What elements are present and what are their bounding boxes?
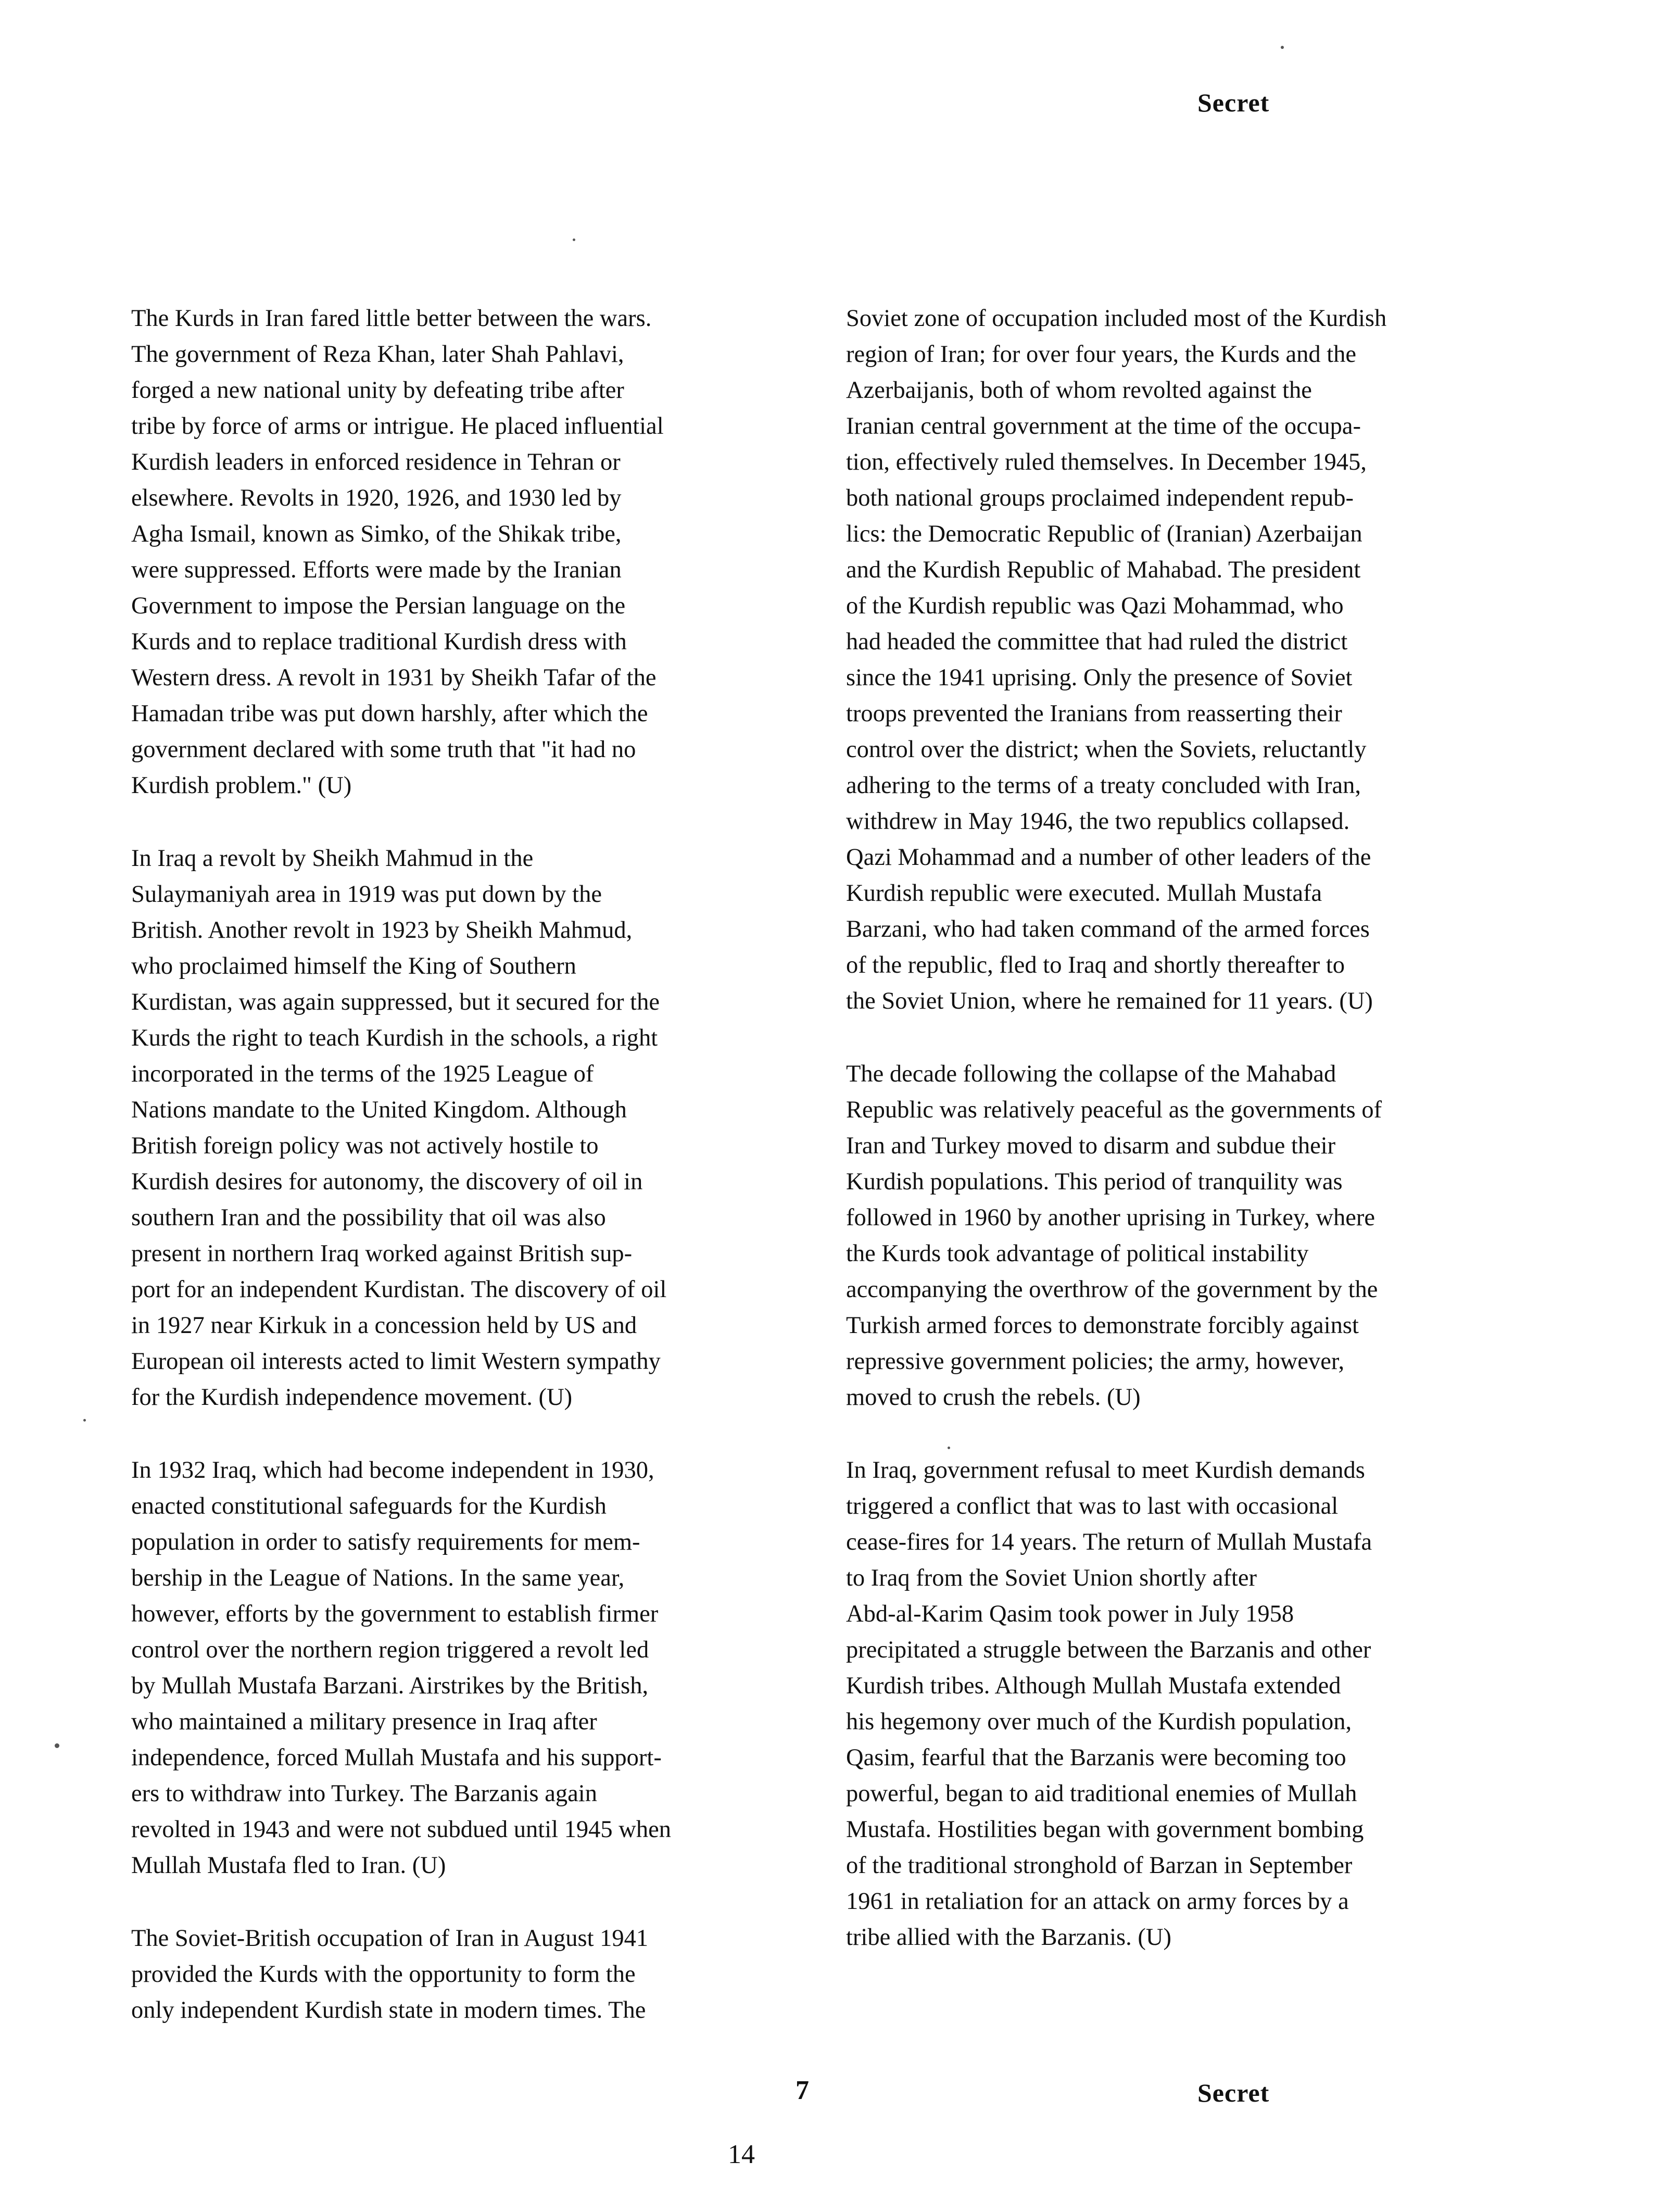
text-line: however, efforts by the government to establish firmer [131,1601,659,1627]
text-line: his hegemony over much of the Kurdish population, [846,1708,1352,1735]
text-line: Azerbaijanis, both of whom revolted against the [846,377,1312,404]
text-line: population in order to satisfy requirements for mem- [131,1529,640,1555]
text-line: Qasim, fearful that the Barzanis were becoming too [846,1744,1346,1771]
left-column-paragraph [131,840,831,1415]
text-line: tribe by force of arms or intrigue. He placed influential [131,413,664,439]
text-line: of the traditional stronghold of Barzan in September [846,1852,1353,1879]
text-line: precipitated a struggle between the Barzanis and other [846,1637,1371,1663]
text-line: Mustafa. Hostilities began with government bombing [846,1816,1364,1843]
text-line: In Iraq, government refusal to meet Kurdish demands [846,1457,1365,1484]
text-line: moved to crush the rebels. (U) [846,1384,1141,1411]
text-line: government declared with some truth that "it had no [131,736,636,763]
folio-number: 14 [728,2140,755,2169]
text-line: Sulaymaniyah area in 1919 was put down by the [131,881,602,908]
left-column-paragraph [131,1452,831,1883]
left-column-paragraph [131,300,831,803]
text-line: Kurdish desires for autonomy, the discovery of oil in [131,1168,643,1195]
right-column-paragraph [846,1452,1546,1955]
text-line: enacted constitutional safeguards for the Kurdish [131,1493,607,1519]
text-line: to Iraq from the Soviet Union shortly after [846,1565,1257,1591]
text-line: Iranian central government at the time of the occupa- [846,413,1361,439]
text-line: bership in the League of Nations. In the same year, [131,1565,625,1591]
page-number: 7 [796,2076,809,2105]
text-line: provided the Kurds with the opportunity to form the [131,1961,636,1988]
text-line: for the Kurdish independence movement. (U) [131,1384,573,1411]
header-classification-marking: Secret [1197,88,1270,117]
text-line: who proclaimed himself the King of Southern [131,953,576,979]
right-text-column [846,300,1546,1992]
text-line: region of Iran; for over four years, the Kurds and the [846,341,1357,368]
text-line: tion, effectively ruled themselves. In December 1945, [846,449,1367,475]
text-line: withdrew in May 1946, the two republics collapsed. [846,808,1350,835]
text-line: elsewhere. Revolts in 1920, 1926, and 1930 led by [131,485,622,511]
text-line: Kurdish populations. This period of tranquility was [846,1168,1343,1195]
text-line: Government to impose the Persian language on the [131,593,626,619]
text-line: only independent Kurdish state in modern times. The [131,1997,646,2024]
text-line: in 1927 near Kirkuk in a concession held by US and [131,1312,637,1339]
text-line: Soviet zone of occupation included most of the Kurdish [846,305,1387,332]
left-text-column [131,300,831,2065]
text-line: British foreign policy was not actively hostile to [131,1133,599,1159]
scan-speck [55,1743,59,1748]
text-line: Kurdistan, was again suppressed, but it secured for the [131,989,660,1015]
text-line: Kurds the right to teach Kurdish in the schools, a right [131,1025,658,1051]
footer-classification-marking: Secret [1197,2078,1270,2107]
text-line: Abd-al-Karim Qasim took power in July 1958 [846,1601,1294,1627]
text-line: who maintained a military presence in Iraq after [131,1708,597,1735]
text-line: The government of Reza Khan, later Shah Pahlavi, [131,341,624,368]
text-line: Kurdish tribes. Although Mullah Mustafa extended [846,1673,1341,1699]
scan-speck [573,238,575,241]
text-line: followed in 1960 by another uprising in Turkey, where [846,1204,1375,1231]
text-line: of the republic, fled to Iraq and shortly thereafter to [846,952,1345,978]
text-line: southern Iran and the possibility that oil was also [131,1204,606,1231]
text-line: In Iraq a revolt by Sheikh Mahmud in the [131,845,534,872]
text-line: since the 1941 uprising. Only the presence of Soviet [846,664,1353,691]
text-line: Nations mandate to the United Kingdom. Although [131,1097,627,1123]
text-line: revolted in 1943 and were not subdued until 1945 when [131,1816,672,1843]
text-line: of the Kurdish republic was Qazi Mohammad, who [846,593,1344,619]
text-line: 1961 in retaliation for an attack on army forces by a [846,1888,1349,1915]
text-line: triggered a conflict that was to last with occasional [846,1493,1339,1519]
right-column-paragraph [846,1056,1546,1415]
text-line: lics: the Democratic Republic of (Iranian) Azerbaijan [846,521,1362,547]
text-line: Agha Ismail, known as Simko, of the Shikak tribe, [131,521,622,547]
text-line: cease-fires for 14 years. The return of Mullah Mustafa [846,1529,1372,1555]
text-line: Kurds and to replace traditional Kurdish dress with [131,629,627,655]
text-line: ers to withdraw into Turkey. The Barzanis again [131,1780,597,1807]
text-line: Mullah Mustafa fled to Iran. (U) [131,1852,446,1879]
text-line: Barzani, who had taken command of the armed forces [846,916,1370,942]
right-column-paragraph [846,300,1546,1019]
text-line: repressive government policies; the army, however, [846,1348,1345,1375]
text-line: Republic was relatively peaceful as the governments of [846,1097,1382,1123]
text-line: both national groups proclaimed independent repub- [846,485,1354,511]
text-line: accompanying the overthrow of the government by the [846,1276,1378,1303]
text-line: forged a new national unity by defeating tribe after [131,377,624,404]
scan-speck [948,1447,950,1449]
text-line: had headed the committee that had ruled the district [846,629,1348,655]
text-line: control over the district; when the Soviets, reluctantly [846,736,1367,763]
text-line: and the Kurdish Republic of Mahabad. The president [846,557,1361,583]
text-line: incorporated in the terms of the 1925 League of [131,1061,594,1087]
text-line: The decade following the collapse of the Mahabad [846,1061,1336,1087]
text-line: troops prevented the Iranians from reasserting their [846,700,1342,727]
text-line: European oil interests acted to limit Western sympathy [131,1348,661,1375]
text-line: were suppressed. Efforts were made by the Iranian [131,557,622,583]
left-column-paragraph [131,1920,831,2028]
text-line: Kurdish republic were executed. Mullah Mustafa [846,880,1322,907]
text-line: independence, forced Mullah Mustafa and his support- [131,1744,662,1771]
text-line: British. Another revolt in 1923 by Sheikh Mahmud, [131,917,633,944]
text-line: Hamadan tribe was put down harshly, after which the [131,700,648,727]
text-line: powerful, began to aid traditional enemies of Mullah [846,1780,1357,1807]
text-line: adhering to the terms of a treaty concluded with Iran, [846,772,1361,799]
text-line: Western dress. A revolt in 1931 by Sheikh Tafar of the [131,664,657,691]
text-line: by Mullah Mustafa Barzani. Airstrikes by the British, [131,1673,649,1699]
scan-speck [83,1419,86,1422]
text-line: tribe allied with the Barzanis. (U) [846,1924,1171,1951]
text-line: In 1932 Iraq, which had become independent in 1930, [131,1457,654,1484]
text-line: Iran and Turkey moved to disarm and subdue their [846,1133,1336,1159]
text-line: control over the northern region triggered a revolt led [131,1637,649,1663]
text-line: Turkish armed forces to demonstrate forcibly against [846,1312,1359,1339]
text-line: port for an independent Kurdistan. The discovery of oil [131,1276,667,1303]
text-line: the Soviet Union, where he remained for 11 years. (U) [846,988,1373,1014]
scan-speck [1281,46,1284,49]
text-line: present in northern Iraq worked against British sup- [131,1240,633,1267]
text-line: The Soviet-British occupation of Iran in August 1941 [131,1925,649,1952]
text-line: The Kurds in Iran fared little better between the wars. [131,305,652,332]
text-line: Qazi Mohammad and a number of other leaders of the [846,844,1371,871]
text-line: Kurdish leaders in enforced residence in Tehran or [131,449,621,475]
text-line: Kurdish problem." (U) [131,772,352,799]
text-line: the Kurds took advantage of political instability [846,1240,1309,1267]
